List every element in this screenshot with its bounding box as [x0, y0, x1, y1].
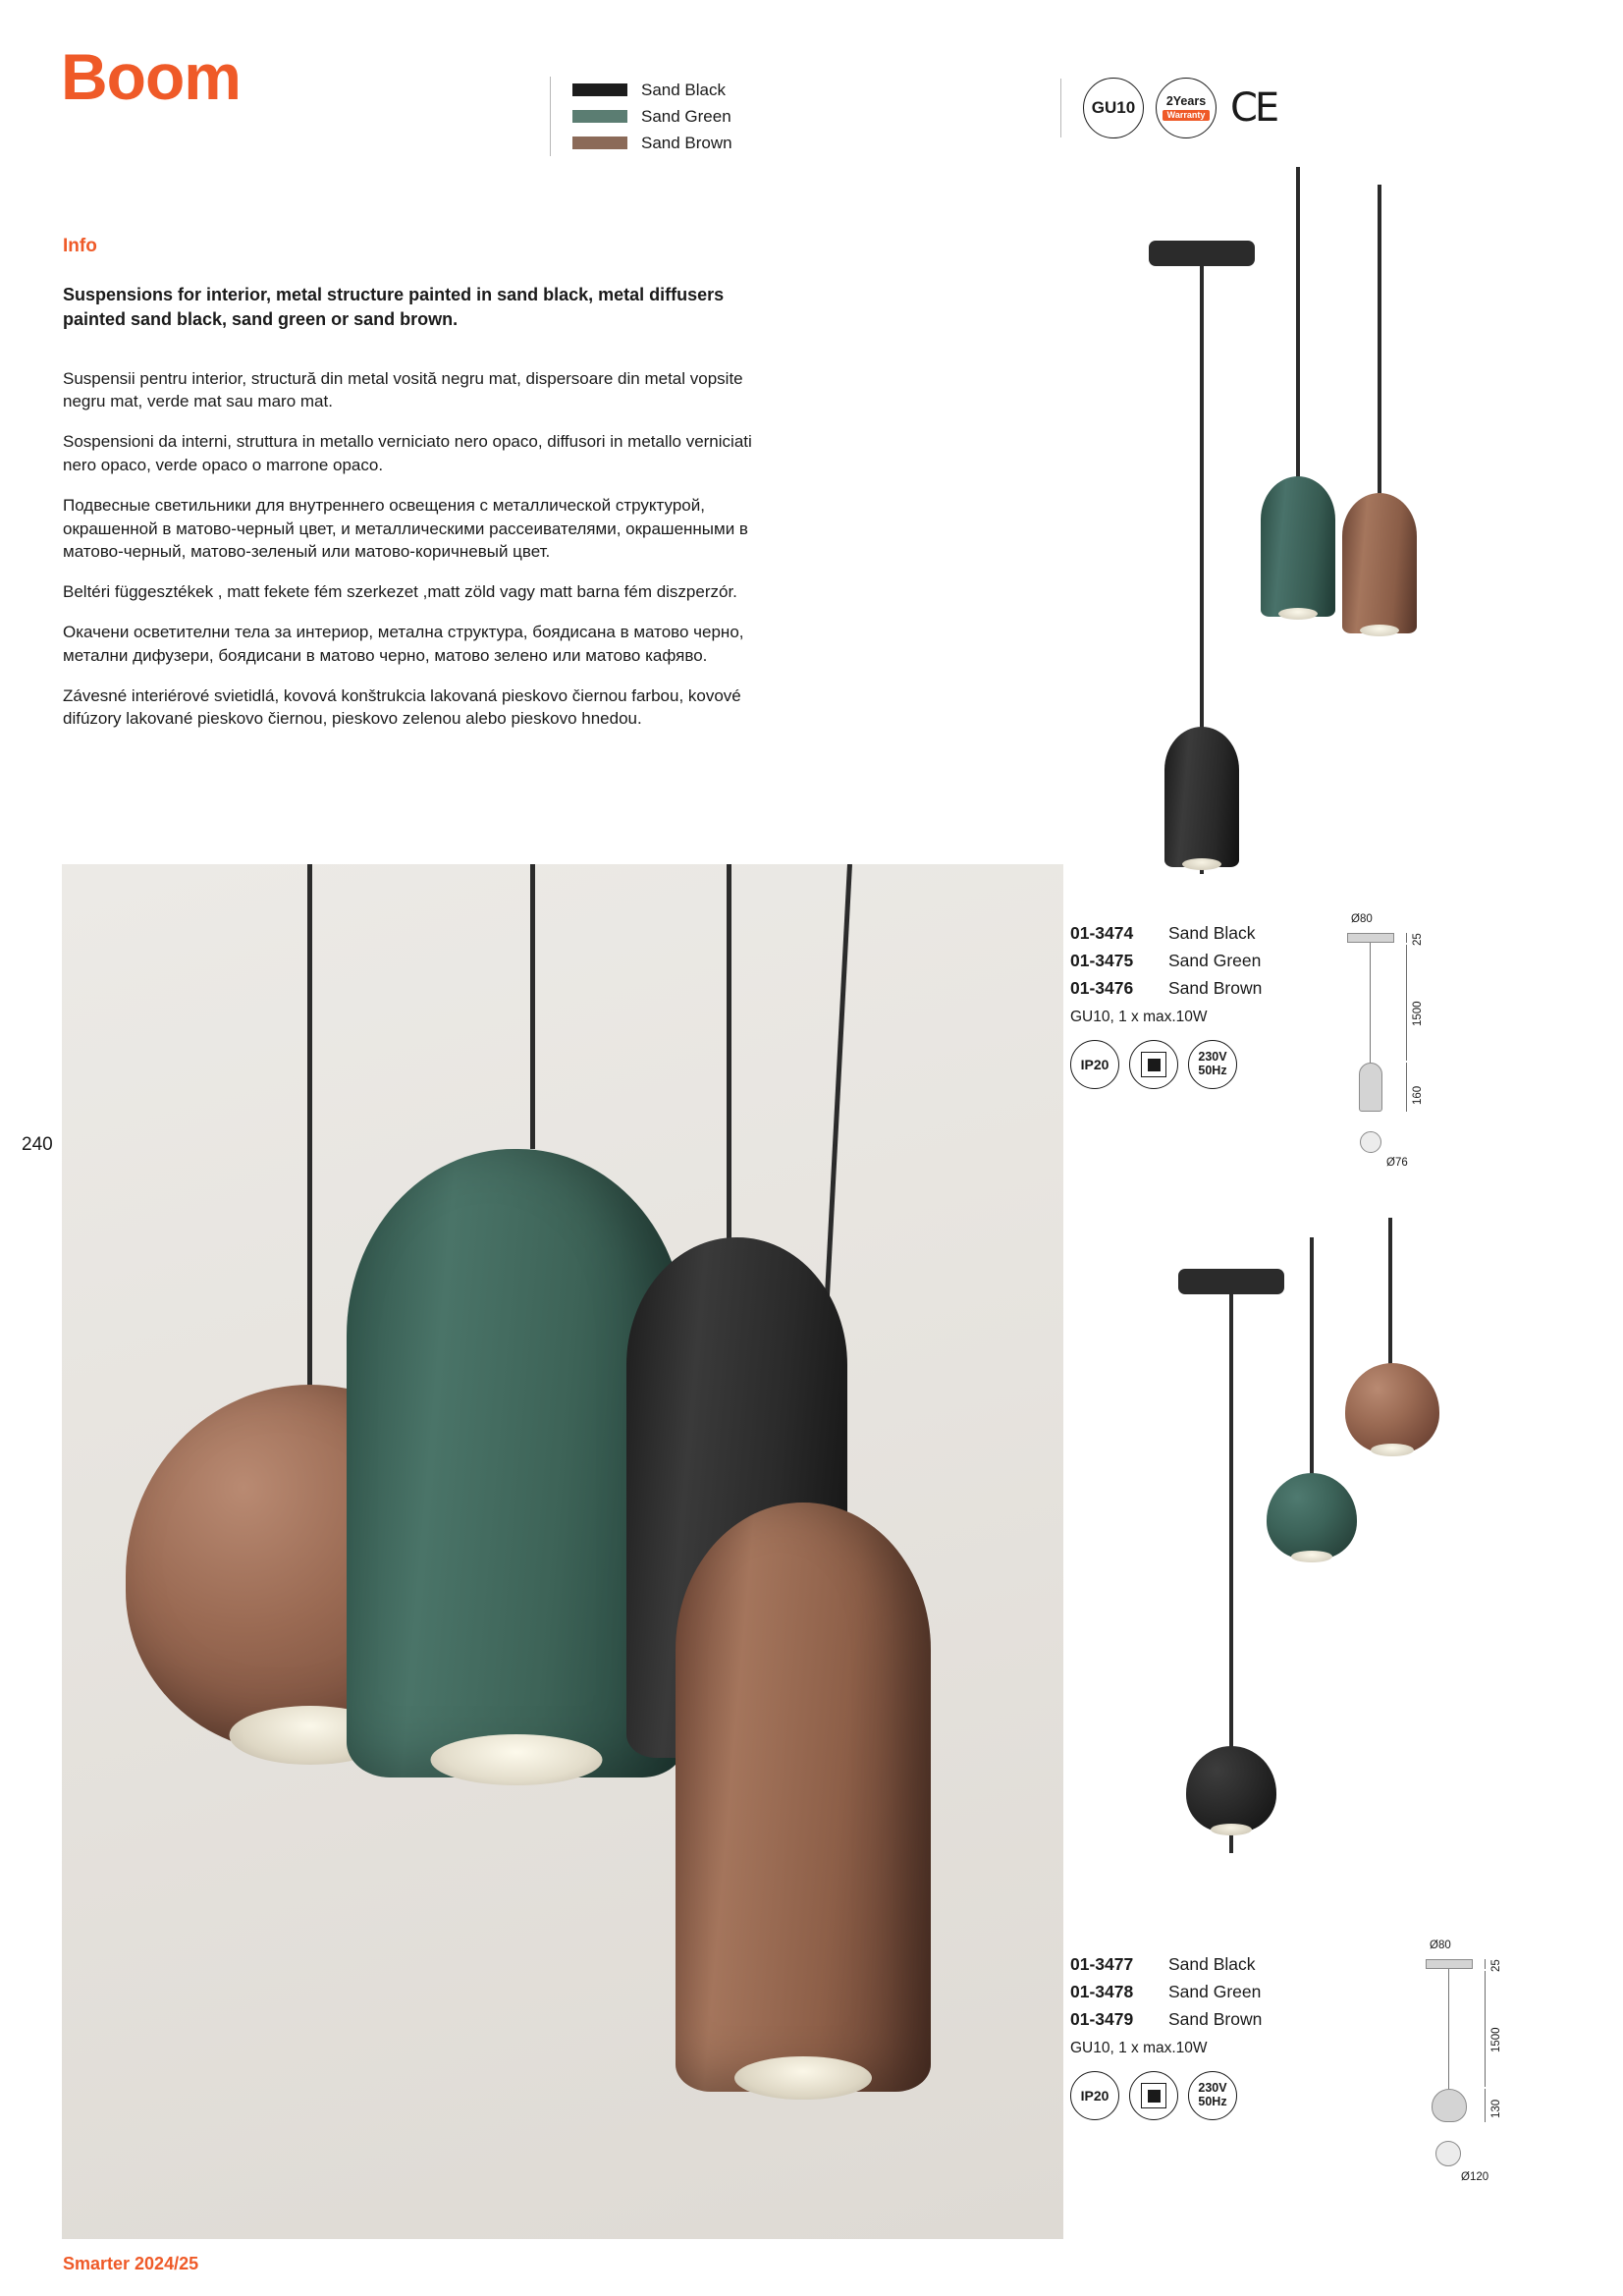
product-finish: Sand Brown [1168, 2009, 1263, 2029]
info-lead-text: Suspensions for interior, metal structure painted in sand black, metal diffusers painted sand black, sand green or sand brown. [63, 285, 725, 329]
lamp-glass [430, 1734, 602, 1785]
legend-label: Sand Green [641, 106, 731, 126]
cord [1310, 1237, 1314, 1478]
info-paragraph-hu: Beltéri függesztékek , matt fekete fém szerkezet ,matt zöld vagy matt barna fém diszperzór. [63, 582, 737, 602]
product-cylinder-dimensions [1335, 913, 1532, 1169]
dim-body-diameter: Ø76 [1386, 1157, 1408, 1169]
product-code-row [1070, 1982, 1394, 2002]
dim-canopy-diameter: Ø80 [1351, 913, 1373, 925]
lamp-spec: GU10, 1 x max.10W [1070, 1009, 1208, 1025]
dim-cord-length: 1500 [1412, 1001, 1424, 1026]
lamp-sand-green-cylinder [1261, 476, 1335, 617]
voltage-value: 230V [1198, 1050, 1227, 1065]
frequency-value: 50Hz [1198, 1064, 1227, 1077]
class-ii-icon [1129, 2071, 1178, 2120]
product-round-specs [1070, 1954, 1394, 2120]
canopy [1178, 1269, 1284, 1294]
cord-glyph [1448, 1969, 1449, 2089]
info-paragraph-ru: Подвесные светильники для внутреннего освещения с металлической структурой, окрашенной в матово-черный цвет, и металлическими рассеивателями, окрашенными в матово-черный, матово-зеленый или матово-коричневый цвет. [63, 495, 748, 562]
product-code: 01-3477 [1070, 1954, 1134, 1974]
legend-item [572, 103, 732, 130]
product-finish: Sand Brown [1168, 978, 1263, 998]
body-glyph [1359, 1063, 1382, 1112]
canopy-glyph [1347, 933, 1394, 943]
dim-canopy-height: 25 [1490, 1959, 1502, 1972]
lamp-sand-black-cylinder [1164, 727, 1239, 867]
lamp-sand-brown-cylinder [1342, 493, 1417, 633]
class-ii-icon [1129, 1040, 1178, 1089]
frequency-value: 50Hz [1198, 2095, 1227, 2108]
lamp-sand-green-round [1267, 1473, 1357, 1559]
info-paragraph-sk: Závesné interiérové svietidlá, kovová konštrukcia lakovaná pieskovo čiernou farbou, kovové difúzory lakované pieskovo čiernou, pieskovo zelenou alebo pieskovo hnedou. [63, 685, 741, 729]
dim-body-height: 160 [1412, 1085, 1424, 1105]
cord [307, 864, 312, 1399]
header-badges [1060, 79, 1276, 137]
product-finish: Sand Green [1168, 951, 1262, 970]
warranty-years: 2Years [1165, 93, 1207, 108]
canopy [1149, 241, 1255, 266]
warranty-label: Warranty [1163, 110, 1211, 121]
product-code: 01-3478 [1070, 1982, 1134, 2001]
product-code: 01-3474 [1070, 923, 1134, 943]
product-code: 01-3475 [1070, 951, 1134, 970]
product-finish: Sand Black [1168, 923, 1256, 943]
legend-label: Sand Black [641, 80, 726, 99]
ip-rating-icon: IP20 [1070, 1040, 1119, 1089]
lamp-spec: GU10, 1 x max.10W [1070, 2040, 1208, 2056]
product-round-render [1060, 1247, 1571, 1935]
body-top-view-glyph [1360, 1131, 1381, 1153]
cord-glyph [1370, 943, 1371, 1063]
body-top-view-glyph [1435, 2141, 1461, 2166]
voltage-icon [1188, 2071, 1237, 2120]
legend-swatch-sand-black [572, 83, 627, 96]
body-glyph [1432, 2089, 1467, 2122]
dim-body-height: 130 [1490, 2099, 1502, 2118]
voltage-icon [1188, 1040, 1237, 1089]
info-body [63, 283, 755, 747]
info-paragraph-it: Sospensioni da interni, struttura in metallo verniciato nero opaco, diffusori in metallo verniciati nero opaco, verde opaco o marrone opaco. [63, 432, 752, 475]
cord [1388, 1218, 1392, 1370]
legend-swatch-sand-brown [572, 137, 627, 149]
dim-canopy-diameter: Ø80 [1430, 1940, 1451, 1951]
product-cylinder-render [1060, 157, 1571, 913]
warranty-icon [1156, 78, 1217, 138]
dim-canopy-height: 25 [1412, 933, 1424, 946]
product-finish: Sand Black [1168, 1954, 1256, 1974]
cord [1296, 167, 1300, 481]
legend-label: Sand Brown [641, 133, 732, 152]
ip-rating-icon: IP20 [1070, 2071, 1119, 2120]
legend-item [572, 77, 732, 103]
page-title: Boom [61, 40, 241, 113]
gu10-socket-icon: GU10 [1083, 78, 1144, 138]
lamp-sand-black-round [1186, 1746, 1276, 1832]
footer-catalog-name: Smarter 2024/25 [63, 2254, 199, 2273]
product-round-dimensions [1414, 1940, 1610, 2195]
legend-item [572, 130, 732, 156]
product-code: 01-3476 [1070, 978, 1134, 998]
product-code-row [1070, 2009, 1394, 2030]
lamp-glass [734, 2056, 872, 2100]
lamp-sand-brown-cylinder [676, 1503, 931, 2092]
info-paragraph-bg: Окачени осветителни тела за интериор, метална структура, боядисана в матово черно, метални дифузери, боядисани в матово черно, матово зелено или матово кафяво. [63, 623, 744, 665]
lamp-sand-brown-round [1345, 1363, 1439, 1453]
voltage-value: 230V [1198, 2081, 1227, 2096]
color-legend [550, 77, 732, 156]
cord [530, 864, 535, 1149]
product-code-row [1070, 1954, 1394, 1975]
page-number: 240 [22, 1134, 53, 1155]
info-heading: Info [63, 236, 97, 256]
dim-body-diameter: Ø120 [1461, 2171, 1489, 2183]
canopy-glyph [1426, 1959, 1473, 1969]
spec-icons [1070, 2071, 1394, 2120]
dim-cord-length: 1500 [1490, 2027, 1502, 2052]
product-photo [62, 864, 1063, 2239]
product-finish: Sand Green [1168, 1982, 1262, 2001]
cord [1378, 185, 1381, 499]
legend-swatch-sand-green [572, 110, 627, 123]
product-code: 01-3479 [1070, 2009, 1134, 2029]
ce-mark-icon: CE [1230, 85, 1277, 131]
info-paragraph-ro: Suspensii pentru interior, structură din metal vosită negru mat, dispersoare din metal vopsite negru mat, verde mat sau maro mat. [63, 368, 743, 411]
